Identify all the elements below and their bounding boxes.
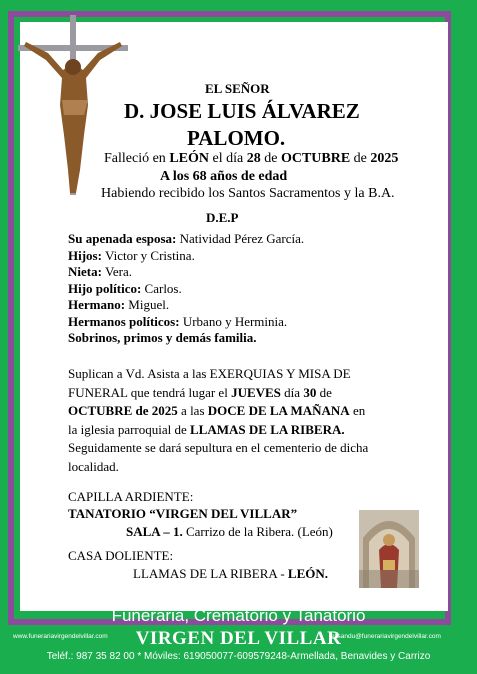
age-text: A los 68 años de edad [160, 169, 288, 184]
deceased-name-line1: D. JOSE LUIS ÁLVAREZ [124, 99, 360, 123]
deceased-name-line2: PALOMO. [187, 126, 286, 150]
intro-text: EL SEÑOR [205, 81, 270, 96]
family-list [68, 231, 304, 347]
family-item: Hermano: Miguel. [68, 297, 170, 312]
chapel-venue: TANATORIO “VIRGEN DEL VILLAR” [68, 506, 298, 521]
chapel-title: CAPILLA ARDIENTE: [68, 489, 194, 504]
family-item: Hijo político: Carlos. [68, 280, 182, 296]
footer-phones: Teléf.: 987 35 82 00 * Móviles: 619050077-609579248-Armellada, Benavides y Carrizo [46, 651, 431, 662]
footer-email[interactable]: elisandu@funerariavirgendelvillar.com [331, 633, 441, 640]
footer-brand: VIRGEN DEL VILLAR [135, 628, 342, 649]
footer-title: Funeraria, Crematorio y Tanatorio [111, 606, 366, 625]
family-item: Su apenada esposa: Natividad Pérez García. [68, 231, 305, 246]
crucifix-image [18, 15, 128, 195]
family-item: Hijos: Victor y Cristina. [68, 247, 195, 263]
house-title: CASA DOLIENTE: [68, 548, 174, 563]
house-place: LLAMAS DE LA RIBERA - LEÓN. [133, 566, 329, 581]
chapel-room: SALA – 1. Carrizo de la Ribera. (León) [126, 524, 333, 539]
dep-text: D.E.P [206, 210, 239, 225]
virgin-image [359, 510, 419, 588]
family-item: Sobrinos, primos y demás familia. [68, 330, 257, 345]
family-item: Nieta: Vera. [68, 264, 133, 279]
death-line: Falleció en LEÓN el día 28 de OCTUBRE de 2025 [104, 151, 399, 166]
family-item: Hermanos políticos: Urbano y Herminia. [68, 313, 288, 329]
sacraments-text: Habiendo recibido los Santos Sacramentos y la B.A. [101, 186, 395, 201]
ceremony-text: Suplican a Vd. Asista a las EXERQUIAS Y MISA DE FUNERAL que tendrá lugar el JUEVES día 30 de OCTUBRE de 2025 a las DOCE DE LA MAÑANA en la iglesia parroquial de LLAMAS DE LA RIBERA. Seguidamente se dará sepultura en el cementerio de dicha localidad. [68, 366, 369, 474]
footer-website[interactable]: www.funerariavirgendelvillar.com [13, 633, 108, 640]
